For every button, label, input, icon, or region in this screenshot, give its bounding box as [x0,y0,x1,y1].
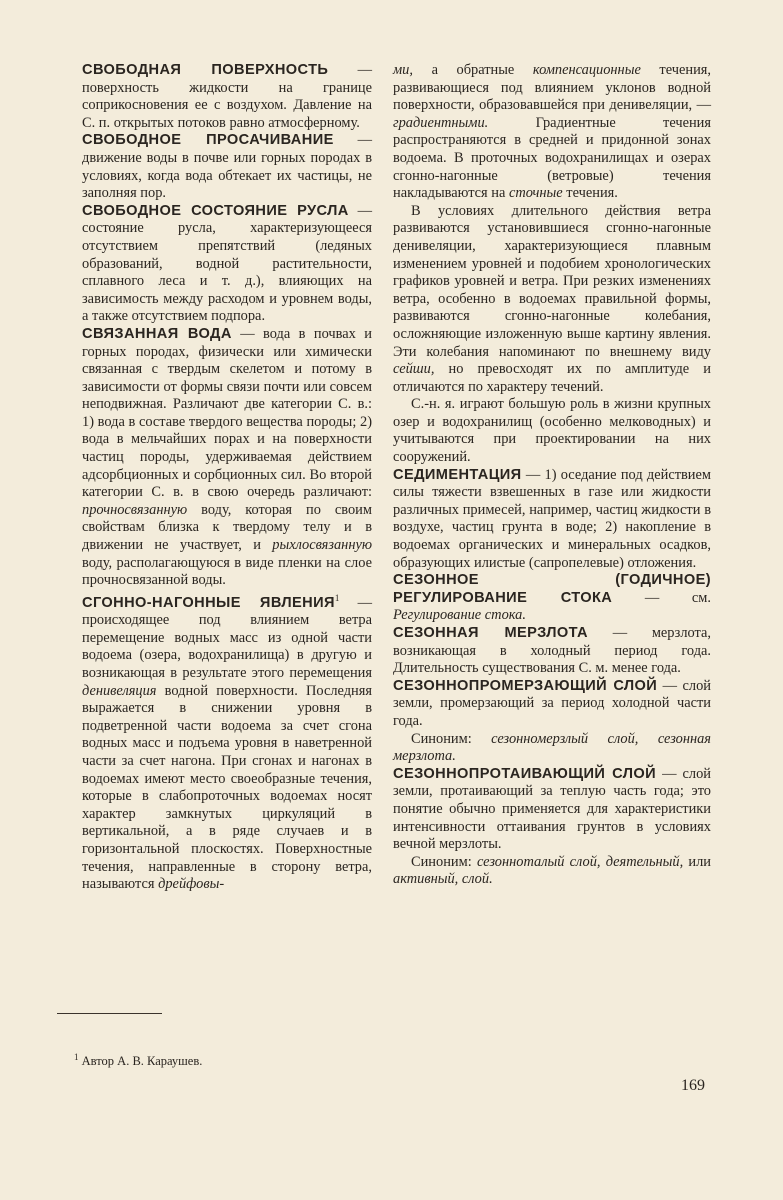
synonym-connector: или [683,853,711,870]
entry-definition: — поверхность жидкости на границе соприкосновения ее с воздухом. Давление на С. п. открытых потоков равно атмосферному. [82,62,372,131]
italic-term: компенсационные [532,62,641,78]
footnote-mark: 1 [74,1052,79,1062]
entry-sedimentatsiya [393,467,711,573]
entry-svyazannaya-voda [82,326,372,590]
italic-term: активный, слой. [393,871,493,888]
entry-term: СЕЗОННОЕ (ГОДИЧНОЕ) РЕГУЛИРОВАНИЕ СТОКА [393,572,711,606]
synonym-label: Синоним: [411,730,492,747]
entry-definition: В условиях длительного действия ветра развиваются установившиеся сгонно-нагонные денивеляции, характеризующиеся плавным изменением уровней и подобием хронологических графиков уровней и ветра. При резких изменениях ветра, особенно в водоемах правильной формы, развиваются сгонно-нагонные колебания, осложняющие изложенную выше картину явления. Эти колебания напоминают по внешнему виду [393,202,711,360]
italic-term: градиентными. [393,114,489,131]
entry-term: СЕЗОННОПРОТАИВАЮЩИЙ СЛОЙ [393,765,657,782]
entry-definition: — состояние русла, характеризующееся отсутствием препятствий (ледяных образований, водной растительности, сплавного леса и т. д.), влияющих на зависимость между расходом и уровнем воды, а также отсутствием подпора. [82,202,372,325]
italic-term: сезонномерзлый слой, сезонная мерзлота. [393,730,711,765]
italic-term: дрейфовы- [158,876,225,893]
synonym-line [393,854,711,889]
entry-definition: водной поверхности. Последняя выражается в снижении уровня в подветренной части водоема за счет сгона водных масс и подъема уровня в наветренной части за счет нагона. При сгонах и нагонах в водоемах имеют место своеобразные течения, которые в слабопроточных водоемах носят характер замкнутых циркуляций в вертикальной, а в ряде случаев и в горизонтальной плоскостях. Поверхностные течения, направленные в сторону ветра, называются [82,682,372,893]
entry-definition: — мерзлота, возникающая в холодный период года. Длительность существования С. м. менее года. [393,625,712,677]
synonym-line [393,731,711,766]
italic-term: прочносвязанную [82,501,188,518]
italic-term: сейши, [393,361,435,378]
entry-svobodnoe-prosachivanie [82,132,372,202]
entry-definition: а обратные [412,62,533,78]
entry-definition: воду, которая по своим свойствам близка к твердому телу и в движении не участвует, и [82,501,372,554]
entry-term: СЕДИМЕНТАЦИЯ [393,466,522,483]
page-number: 169 [681,1077,705,1094]
entry-definition: — слой земли, промерзающий за период холодной части года. [393,677,711,729]
synonym-label: Синоним: [411,853,477,870]
entry-definition: — см. [612,589,711,606]
entry-sezonnaya-merzlota [393,625,711,678]
entry-term: СЕЗОННАЯ МЕРЗЛОТА [393,625,588,641]
paragraph: С.-н. я. играют большую роль в жизни крупных озер и водохранилищ (особенно мелководных) и учитываются при проектировании на них сооружений. [393,396,711,466]
cross-reference: Регулирование стока. [393,607,526,624]
footnote-marker: 1 [334,592,340,603]
entry-definition: Градиентные течения распространяются в средней и придонной зонах водоема. В проточных водохранилищах и озерах сгонно-нагонные (ветровые) течения накладываются на [393,114,711,202]
right-column [393,62,711,889]
entry-definition: — 1) оседание под действием силы тяжести взвешенных в газе или жидкости различных примесей, например, частиц жидкости в воздухе, частиц грунта в воде; 2) накопление в водоемах органических и минеральных осадков, образующих илистые (сапропелевые) отложения. [393,466,711,571]
entry-definition: — происходящее под влиянием ветра перемещение водных масс из одной части водоема (озера, водохранилища) в другую и возникающая в результате этого перемещения [82,594,372,681]
italic-term: рыхлосвязанную [272,537,372,554]
entry-definition: течения, развивающиеся под влиянием уклонов водной поверхности, образовавшейся при денивеляции, — [393,62,711,114]
italic-term: ми, [393,62,413,78]
entry-term: СВОБОДНОЕ СОСТОЯНИЕ РУСЛА [82,202,349,219]
entry-sezonnoprotaivayushchiy-sloy [393,766,711,854]
italic-term: сточные [508,185,563,202]
left-column [82,62,372,894]
italic-term: денивеляция [82,682,157,699]
entry-svobodnoe-sostoyanie-rusla [82,203,372,326]
entry-definition: течения. [562,185,618,202]
footnote-text: Автор А. В. Караушев. [78,1054,203,1069]
footnote [74,1052,202,1069]
entry-definition: — движение воды в почве или горных породах в условиях, когда вода обтекает их частицы, не заполняя пор. [82,132,372,202]
entry-term: СГОННО-НАГОННЫЕ ЯВЛЕНИЯ [82,594,335,611]
entry-term: СЕЗОННОПРОМЕРЗАЮЩИЙ СЛОЙ [393,677,658,694]
entry-sezonnopromerzayushchiy-sloy [393,678,711,731]
entry-svobodnaya-poverkhnost [82,62,372,132]
entry-definition: воду, располагающуюся в виде пленки на слое прочносвязанной воды. [82,554,372,589]
entry-continuation [393,62,711,203]
entry-definition: но превосходят их по амплитуде и отличаются по характеру течений. [393,361,711,395]
entry-definition: — слой земли, протаивающий за теплую часть года; это понятие обычно применяется для характеристики интенсивности оттаивания грунтов в условиях вечной мерзлоты. [393,765,711,853]
entry-sezonnoe-regulirovanie-stoka [393,572,711,625]
entry-sgonno-nagonnye-yavleniya [82,590,372,894]
italic-term: сезонноталый слой, деятельный, [476,853,684,870]
entry-definition: — вода в почвах и горных породах, физически или химически связанная с твердым скелетом и потому в зависимости от формы связи почти или совсем неподвижная. Различают две категории С. в.: 1) вода в составе твердого вещества породы; 2) вода в мельчайших порах и на поверхности частиц породы, удерживаемая действием адсорбционных и сорбционных сил. Во второй категории С. в. в свою очередь различают: [82,325,372,501]
entry-term: СВОБОДНОЕ ПРОСАЧИВАНИЕ [82,132,334,149]
footnote-rule [57,1013,162,1014]
entry-term: СВОБОДНАЯ ПОВЕРХНОСТЬ [82,62,329,78]
paragraph [393,203,711,397]
entry-term: СВЯЗАННАЯ ВОДА [82,325,232,342]
